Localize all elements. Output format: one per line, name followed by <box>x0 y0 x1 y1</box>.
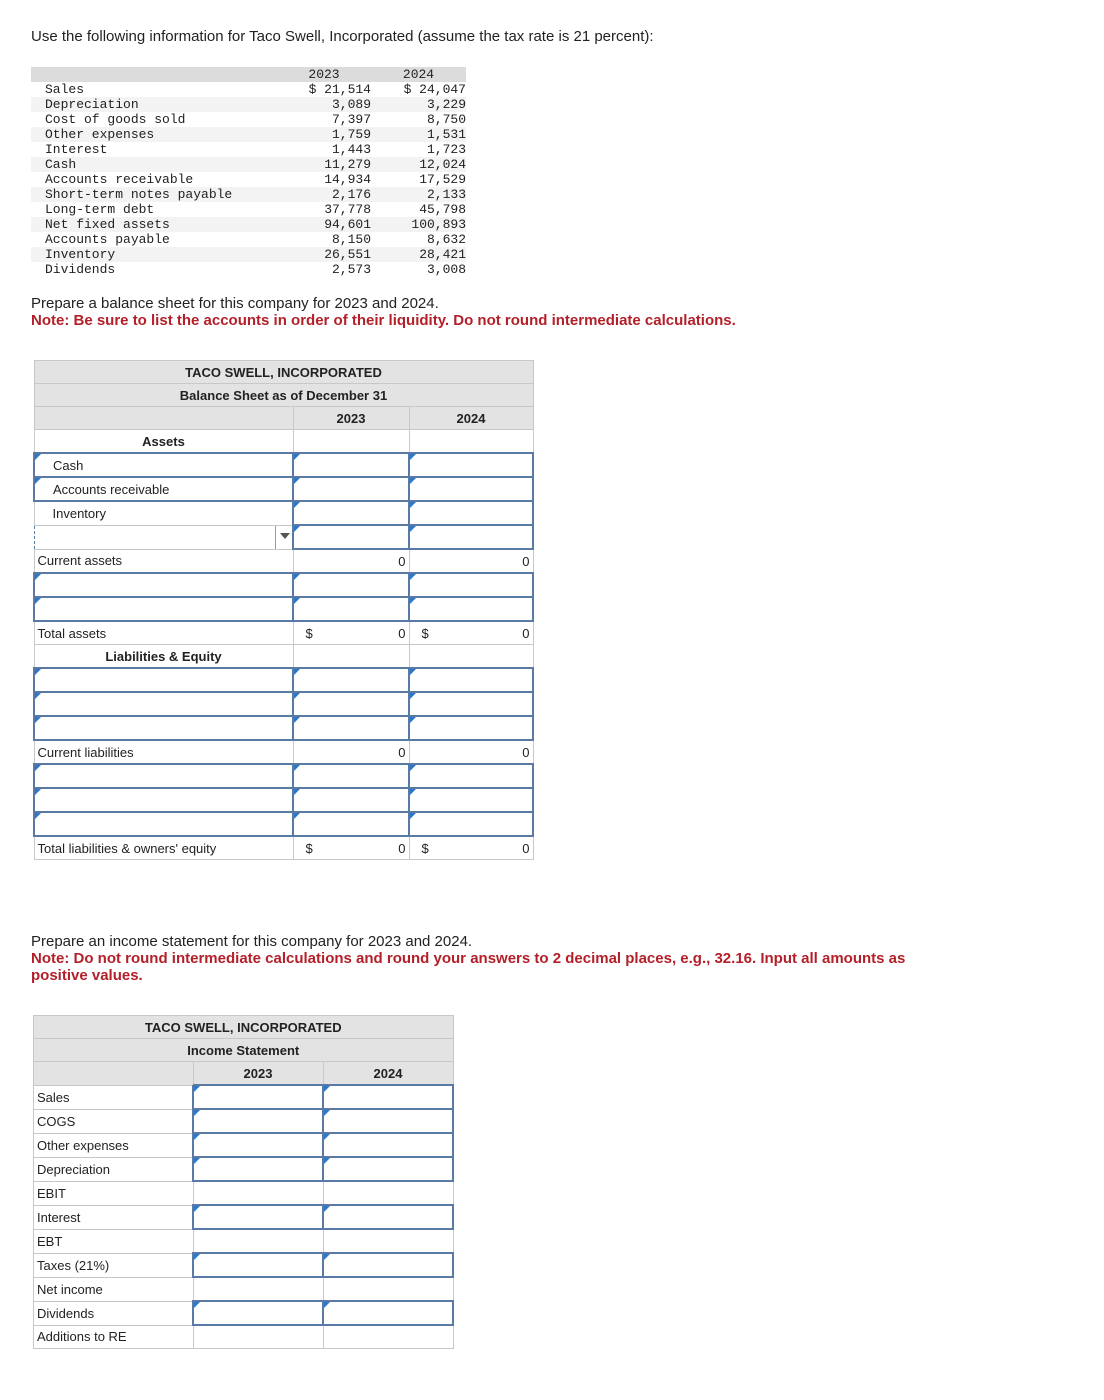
bs-cash-2024-input[interactable] <box>409 453 533 477</box>
bs-label-inventory[interactable]: Inventory <box>34 501 293 525</box>
is-ebit-2024 <box>323 1181 453 1205</box>
total-le-2023: $ 0 <box>293 836 409 860</box>
given-data-table: 2023 2024 Sales $ 21,514 $ 24,047 Depreciation 3,089 3,229 Cost of goods sold 7,397 8,750 Other expenses 1,759 1,531 Interest 1,443 1,723 Cash 11,279 12,024 Accounts receivable 14,934 17,529 Short-term notes payable 2,176 2,133 Long-term debt 37,778 45,798 Net fixed assets 94,601 100,893 Accounts payable 8,150 8,632 Inventory 26,551 28,421 Dividends 2,573 3,008 <box>31 67 466 277</box>
data-label: Depreciation <box>31 97 277 112</box>
bs-liab-row-c-label[interactable] <box>34 716 293 740</box>
year-2024-header: 2024 <box>371 67 466 82</box>
bs-ar-2024-input[interactable] <box>409 477 533 501</box>
bs-asset-row-b-2023-input[interactable] <box>293 597 409 621</box>
bs-label-ar[interactable]: Accounts receivable <box>34 477 293 501</box>
is-col-2024: 2024 <box>323 1062 453 1086</box>
bs-row4-2024-input[interactable] <box>409 525 533 549</box>
balance-instructions: Prepare a balance sheet for this company for 2023 and 2024. Note: Be sure to list the accounts in order of their liquidity. Do not round intermediate calculations. <box>31 295 736 329</box>
current-assets-2023: 0 <box>293 549 409 573</box>
data-label: Cost of goods sold <box>45 112 186 127</box>
data-label: Other expenses <box>31 127 277 142</box>
is-label-interest: Interest <box>34 1205 194 1229</box>
bs-liab-row-e-2023-input[interactable] <box>293 788 409 812</box>
bs-cash-2023-input[interactable] <box>293 453 409 477</box>
is-other-2023-input[interactable] <box>193 1133 323 1157</box>
total-assets-2023: $ 0 <box>293 621 409 645</box>
is-interest-2024-input[interactable] <box>323 1205 453 1229</box>
is-label-ebt: EBT <box>34 1229 194 1253</box>
is-ni-2024 <box>323 1277 453 1301</box>
is-ebt-2023 <box>193 1229 323 1253</box>
is-ni-2023 <box>193 1277 323 1301</box>
bs-title: Balance Sheet as of December 31 <box>34 384 533 407</box>
is-interest-2023-input[interactable] <box>193 1205 323 1229</box>
bs-liab-row-c-2024-input[interactable] <box>409 716 533 740</box>
bs-label-cash[interactable]: Cash <box>34 453 293 477</box>
is-dividends-2023-input[interactable] <box>193 1301 323 1325</box>
total-le-2024: $ 0 <box>409 836 533 860</box>
bs-inventory-2023-input[interactable] <box>293 501 409 525</box>
bs-liab-row-d-2024-input[interactable] <box>409 764 533 788</box>
is-label-sales: Sales <box>34 1085 194 1109</box>
bs-company: TACO SWELL, INCORPORATED <box>34 361 533 384</box>
data-label: Accounts receivable <box>45 172 194 187</box>
is-label-cogs: COGS <box>34 1109 194 1133</box>
bs-asset-row-a-2023-input[interactable] <box>293 573 409 597</box>
is-sales-2024-input[interactable] <box>323 1085 453 1109</box>
bs-liab-row-c-2023-input[interactable] <box>293 716 409 740</box>
is-depreciation-2024-input[interactable] <box>323 1157 453 1181</box>
bs-row4-2023-input[interactable] <box>293 525 409 549</box>
is-cogs-2023-input[interactable] <box>193 1109 323 1133</box>
income-statement-table <box>33 1015 454 1349</box>
bs-liab-row-a-2023-input[interactable] <box>293 668 409 692</box>
is-label-ebit: EBIT <box>34 1181 194 1205</box>
intro-text: Use the following information for Taco Swell, Incorporated (assume the tax rate is 21 percent): <box>31 28 654 45</box>
data-label: Short-term notes payable <box>31 187 277 202</box>
bs-asset-row-a-2024-input[interactable] <box>409 573 533 597</box>
is-label-depreciation: Depreciation <box>34 1157 194 1181</box>
current-assets-label: Current assets <box>34 549 293 573</box>
bs-liab-row-b-label[interactable] <box>34 692 293 716</box>
liabilities-heading: Liabilities & Equity <box>34 645 293 669</box>
data-label: Sales <box>45 82 85 97</box>
is-taxes-2023-input[interactable] <box>193 1253 323 1277</box>
income-note: Note: Do not round intermediate calculations and round your answers to 2 decimal places, e.g., 32.16. Input all amounts as positive values. <box>31 950 906 984</box>
bs-account-dropdown[interactable] <box>34 525 293 549</box>
assets-heading: Assets <box>34 430 293 454</box>
is-label-other-expenses: Other expenses <box>34 1133 194 1157</box>
is-company: TACO SWELL, INCORPORATED <box>34 1016 454 1039</box>
chevron-down-icon <box>280 533 290 539</box>
income-instructions: Prepare an income statement for this company for 2023 and 2024. Note: Do not round intermediate calculations and round your answers to 2 decimal places, e.g., 32.16. Input all amounts as positive values. <box>31 933 906 984</box>
is-sales-2023-input[interactable] <box>193 1085 323 1109</box>
is-taxes-2024-input[interactable] <box>323 1253 453 1277</box>
is-label-dividends: Dividends <box>34 1301 194 1325</box>
bs-liab-row-e-2024-input[interactable] <box>409 788 533 812</box>
total-assets-2024: $ 0 <box>409 621 533 645</box>
is-depreciation-2023-input[interactable] <box>193 1157 323 1181</box>
bs-liab-row-f-label[interactable] <box>34 812 293 836</box>
is-ebit-2023 <box>193 1181 323 1205</box>
data-label: Interest <box>45 142 108 157</box>
bs-col-2024: 2024 <box>409 407 533 430</box>
bs-liab-row-d-label[interactable] <box>34 764 293 788</box>
bs-liab-row-b-2024-input[interactable] <box>409 692 533 716</box>
current-assets-2024: 0 <box>409 549 533 573</box>
year-2023-header: 2023 <box>277 67 371 82</box>
current-liabilities-2024: 0 <box>409 740 533 764</box>
data-label: Inventory <box>31 247 277 262</box>
data-label: Net fixed assets <box>31 217 277 232</box>
bs-asset-row-b-2024-input[interactable] <box>409 597 533 621</box>
data-label: Long-term debt <box>45 202 155 217</box>
bs-liab-row-f-2024-input[interactable] <box>409 812 533 836</box>
current-liabilities-2023: 0 <box>293 740 409 764</box>
total-assets-label: Total assets <box>34 621 293 645</box>
is-re-2024 <box>323 1325 453 1349</box>
data-label: Cash <box>31 157 277 172</box>
total-le-label: Total liabilities & owners' equity <box>34 836 293 860</box>
is-ebt-2024 <box>323 1229 453 1253</box>
is-label-additions-re: Additions to RE <box>34 1325 194 1349</box>
bs-ar-2023-input[interactable] <box>293 477 409 501</box>
is-label-taxes: Taxes (21%) <box>34 1253 194 1277</box>
bs-liab-row-b-2023-input[interactable] <box>293 692 409 716</box>
bs-asset-row-b-label[interactable] <box>34 597 293 621</box>
is-title: Income Statement <box>34 1039 454 1062</box>
bs-liab-row-a-2024-input[interactable] <box>409 668 533 692</box>
data-label: Dividends <box>45 262 116 277</box>
bs-liab-row-f-2023-input[interactable] <box>293 812 409 836</box>
balance-note: Note: Be sure to list the accounts in order of their liquidity. Do not round intermediate calculations. <box>31 312 736 329</box>
bs-liab-row-d-2023-input[interactable] <box>293 764 409 788</box>
is-col-2023: 2023 <box>193 1062 323 1086</box>
is-cogs-2024-input[interactable] <box>323 1109 453 1133</box>
bs-inventory-2024-input[interactable] <box>409 501 533 525</box>
balance-sheet-table <box>33 360 534 860</box>
bs-liab-row-e-label[interactable] <box>34 788 293 812</box>
data-label: Accounts payable <box>45 232 170 247</box>
bs-col-2023: 2023 <box>293 407 409 430</box>
is-other-2024-input[interactable] <box>323 1133 453 1157</box>
is-label-net-income: Net income <box>34 1277 194 1301</box>
bs-liab-row-a-label[interactable] <box>34 668 293 692</box>
is-re-2023 <box>193 1325 323 1349</box>
is-dividends-2024-input[interactable] <box>323 1301 453 1325</box>
current-liabilities-label: Current liabilities <box>34 740 293 764</box>
bs-asset-row-a-label[interactable] <box>34 573 293 597</box>
